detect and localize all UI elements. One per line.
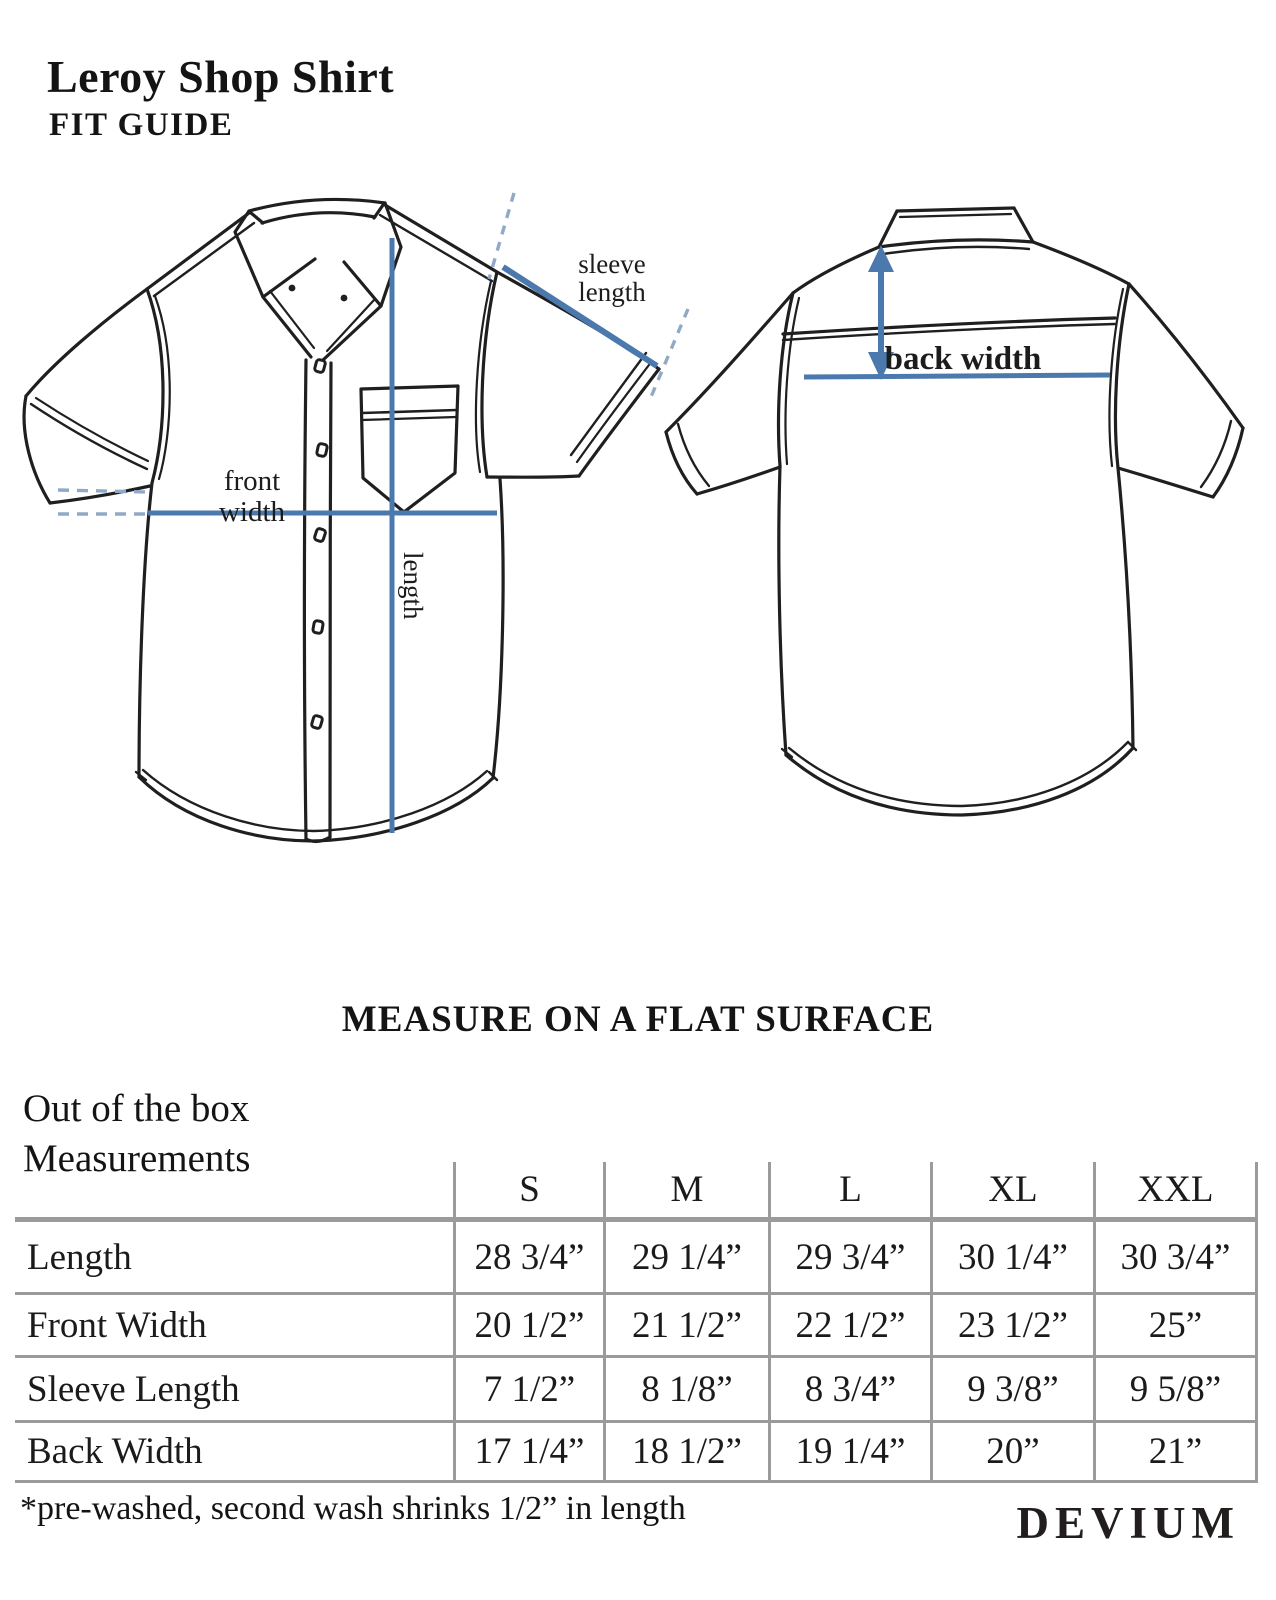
front-width-label-line1: front [223,465,281,497]
size-header-s: S [453,1162,603,1217]
measurement-cell: 30 3/4” [1093,1222,1258,1292]
length-label: length [398,552,428,620]
corner-line1: Out of the box [23,1087,250,1130]
table-corner-label [23,1084,250,1184]
row-label: Sleeve Length [27,1368,240,1410]
measurement-dashes [58,193,688,514]
shirt-buttons [311,359,328,729]
measurement-cell: 29 3/4” [768,1222,930,1292]
footnote: *pre-washed, second wash shrinks 1/2” in length [20,1490,686,1527]
size-header-xl: XL [930,1162,1093,1217]
chest-pocket [361,386,458,512]
front-width-dash-upper [58,490,148,492]
measurement-cell: 28 3/4” [453,1222,603,1292]
page-subtitle: FIT GUIDE [49,107,234,143]
measurement-cell: 20” [930,1423,1093,1480]
measurement-cell: 9 3/8” [930,1358,1093,1420]
size-header-m: M [603,1162,768,1217]
front-shirt-drawing [24,199,659,841]
page-title: Leroy Shop Shirt [47,51,395,102]
measurement-cell: 19 1/4” [768,1423,930,1480]
measurement-cell: 20 1/2” [453,1295,603,1355]
measurement-cell: 8 1/8” [603,1358,768,1420]
table-row-length [15,1222,1258,1295]
corner-line2: Measurements [23,1137,251,1180]
measure-heading: MEASURE ON A FLAT SURFACE [341,999,935,1040]
row-label: Back Width [27,1431,203,1472]
back-width-label: back width [884,341,1042,377]
front-width-label-line2: width [218,496,286,528]
measurement-cell: 21” [1093,1423,1258,1480]
measurement-cell: 23 1/2” [930,1295,1093,1355]
size-header-xxl: XXL [1093,1162,1258,1217]
table-row-back-width [15,1423,1258,1483]
measurement-cell: 21 1/2” [603,1295,768,1355]
measurement-cell: 17 1/4” [453,1423,603,1480]
measurement-cell: 25” [1093,1295,1258,1355]
measurement-cell: 7 1/2” [453,1358,603,1420]
measurement-cell: 22 1/2” [768,1295,930,1355]
back-shirt-drawing [666,208,1243,815]
size-header-l: L [768,1162,930,1217]
sleeve-length-label-line1: sleeve [578,249,646,279]
row-label: Front Width [27,1304,207,1346]
measurement-cell: 9 5/8” [1093,1358,1258,1420]
table-row-front-width [15,1295,1258,1358]
measurement-cell: 18 1/2” [603,1423,768,1480]
measurement-lines [148,238,1110,833]
sleeve-length-label-line2: length [578,277,646,307]
sleeve-length-dash-top [489,193,514,279]
sleeve-length-dash-bottom [651,309,688,397]
measurement-cell: 29 1/4” [603,1222,768,1292]
table-row-sleeve-length [15,1358,1258,1423]
measurements-table [15,1087,1258,1483]
measurement-cell: 30 1/4” [930,1222,1093,1292]
row-label: Length [27,1236,132,1278]
measurement-cell: 8 3/4” [768,1358,930,1420]
brand-logo: DEVIUM [1016,1498,1240,1548]
